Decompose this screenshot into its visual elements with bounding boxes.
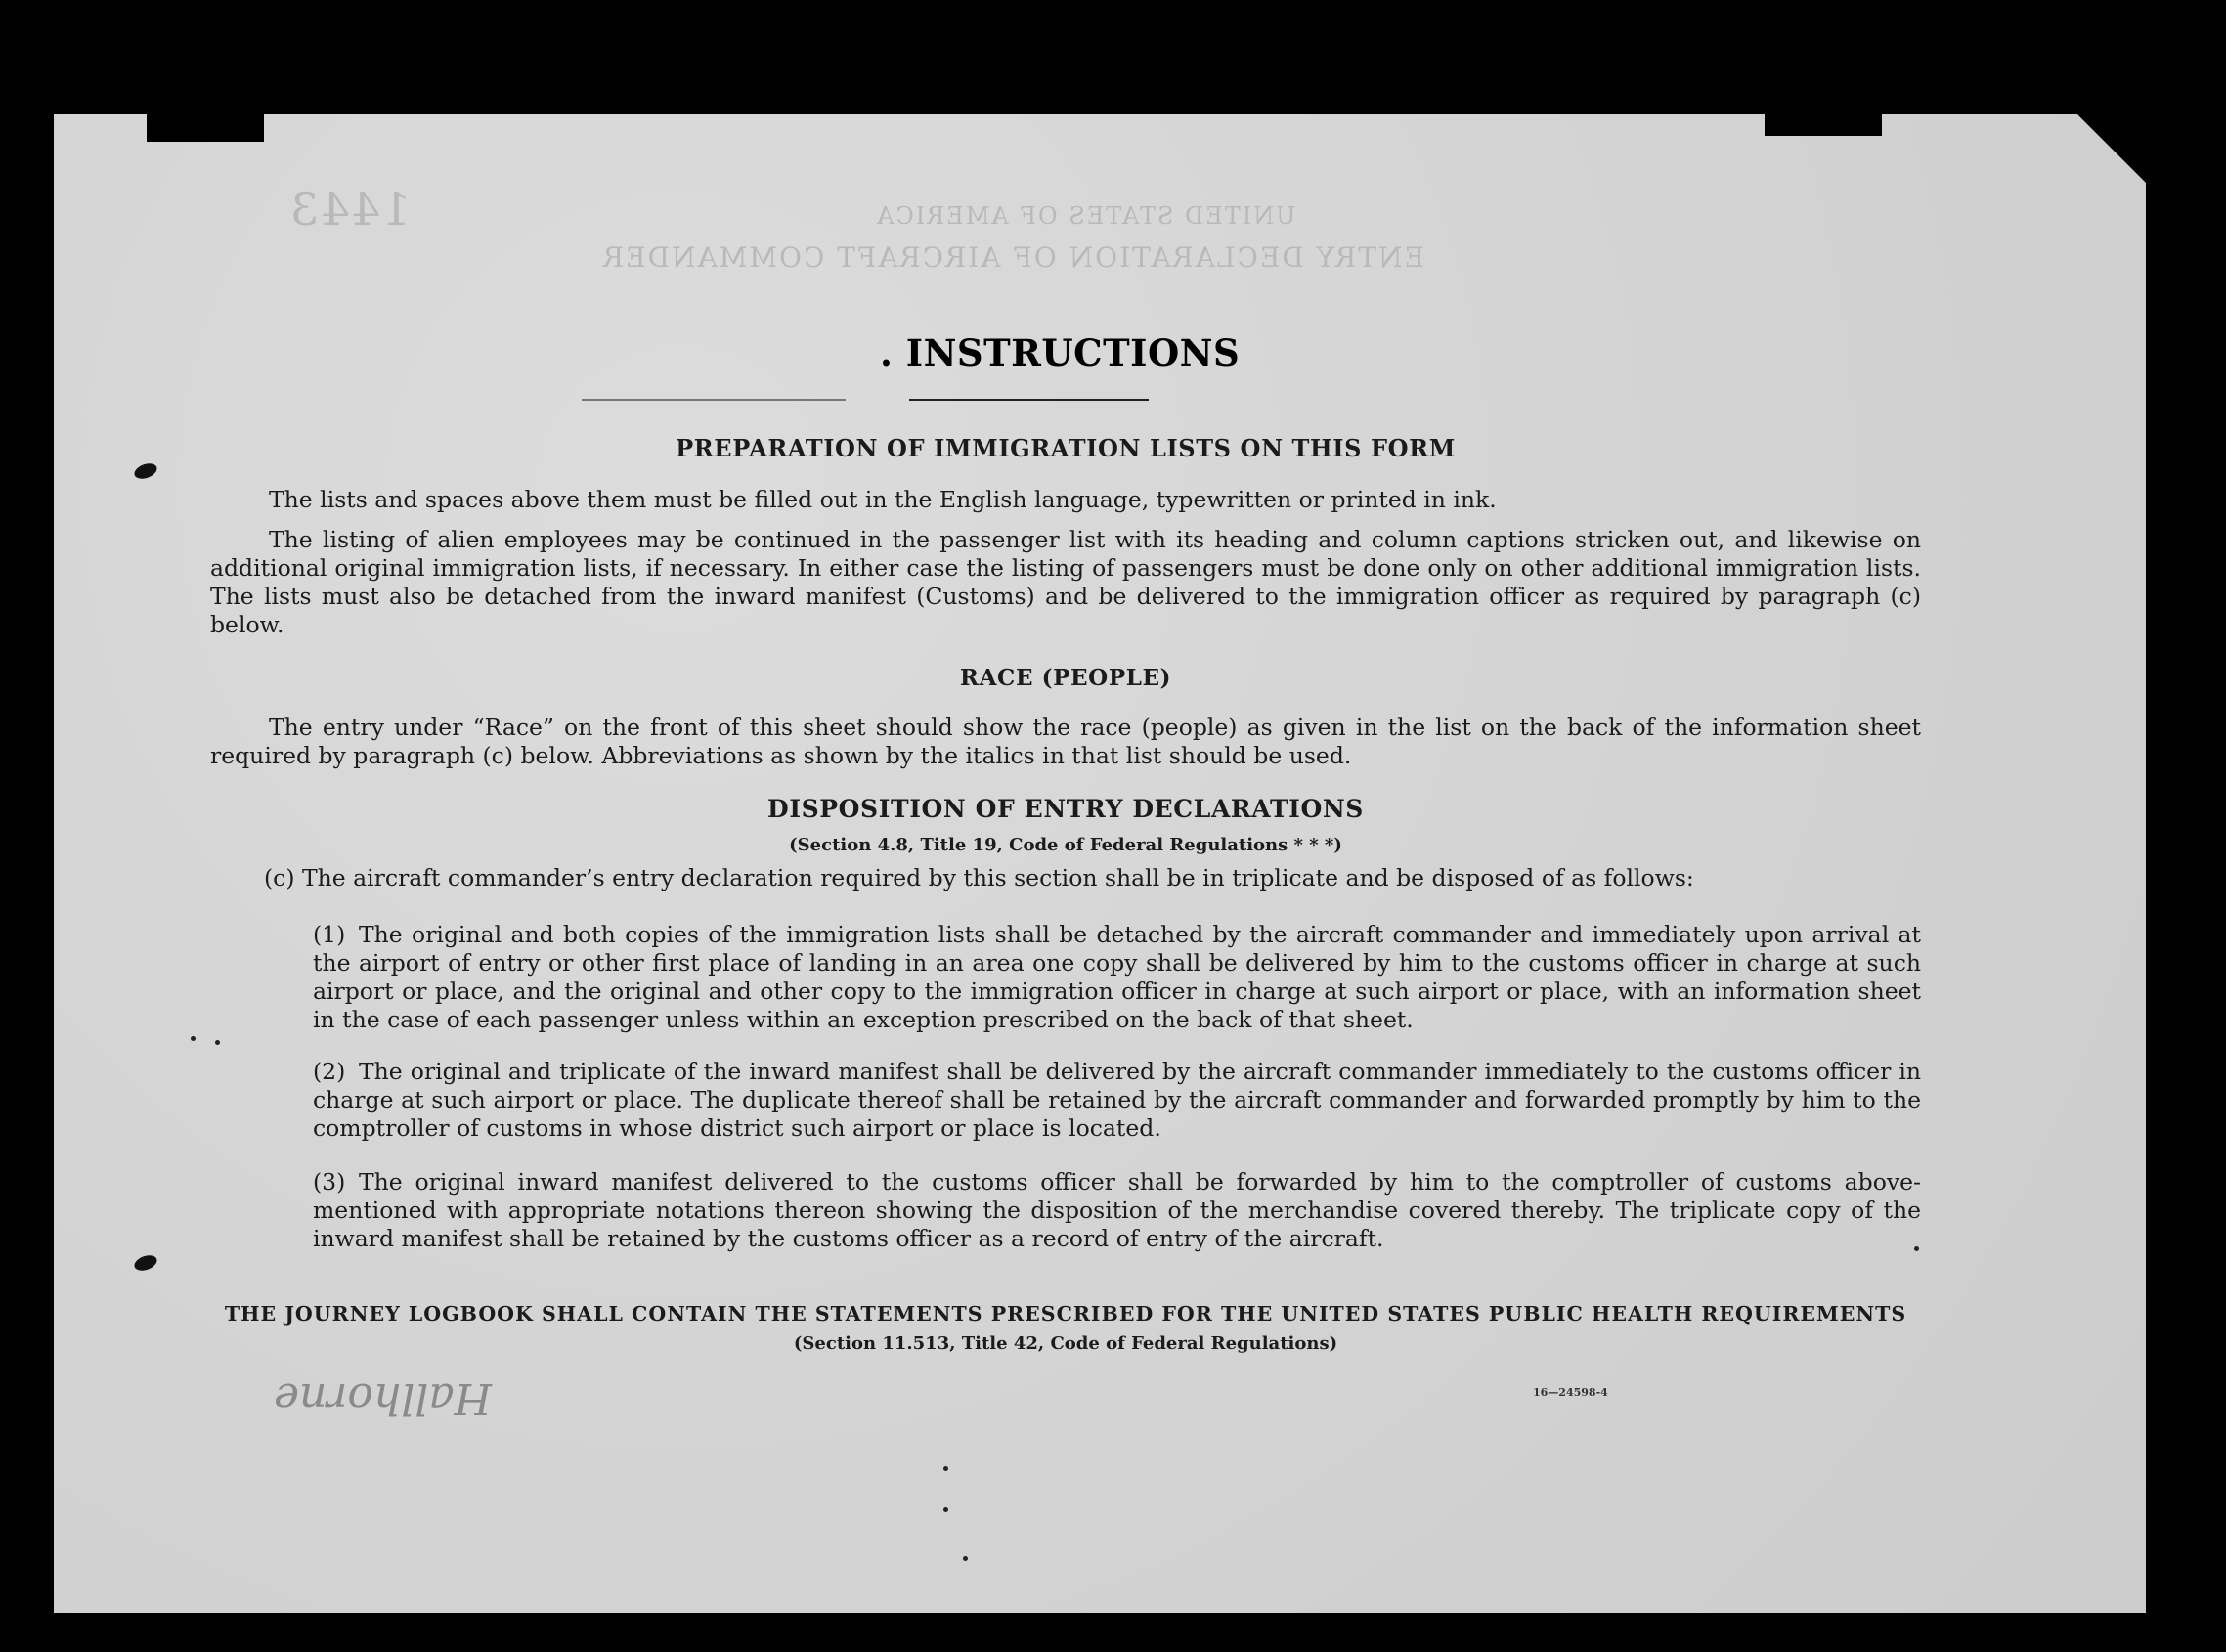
item-1-number: (1) <box>313 921 346 948</box>
disposition-clause-c: (c) The aircraft commander’s entry declaration required by this section shall be in triplicate and be disposed of as follows: <box>264 864 1694 891</box>
top-edge-notch <box>1765 114 1882 136</box>
form-number: 16—24598-4 <box>1533 1386 1608 1399</box>
folded-corner <box>2077 114 2146 183</box>
section-heading-race: RACE (PEOPLE) <box>959 665 1172 691</box>
item-2-body: The original and triplicate of the inward manifest shall be delivered by the aircraft commander immediately to the customs officer in charge at such airport or place. The duplicate thereof shall be retained by the aircraft commander and forwarded promptly by him to the comptroller of customs in whose district such airport or place is located. <box>313 1058 1921 1142</box>
item-3-text <box>313 1168 1921 1253</box>
item-2-number: (2) <box>313 1058 346 1085</box>
preparation-paragraph-2-text: The listing of alien employees may be continued in the passenger list with its heading and column captions stricken out, and likewise on additional original immigration lists, if necessary. In either case the listing of passengers must be done only on other additional immigration lists. The lists must also be detached from the inward manifest (Customs) and be delivered to the immigration officer as required by paragraph (c) below. <box>210 526 1921 638</box>
race-paragraph <box>210 714 1921 770</box>
speck <box>943 1466 948 1471</box>
instructions-body <box>210 430 1921 1408</box>
top-edge-notch <box>147 114 264 142</box>
title-underline <box>909 399 1149 401</box>
preparation-paragraph-2 <box>210 526 1921 639</box>
public-health-citation: (Section 11.513, Title 42, Code of Federal Regulations) <box>793 1333 1338 1354</box>
handwritten-signature: Hallhorne <box>274 1373 492 1423</box>
item-3-number: (3) <box>313 1168 346 1196</box>
ink-mark <box>132 460 158 481</box>
race-paragraph-text: The entry under “Race” on the front of this sheet should show the race (people) as given in the list on the back of the information sheet required by paragraph (c) below. Abbreviations as shown by the italics in that list should be used. <box>210 714 1921 769</box>
speck <box>191 1036 196 1041</box>
dash-mark <box>582 399 846 401</box>
page-title: . INSTRUCTIONS <box>880 331 1241 374</box>
section-heading-disposition: DISPOSITION OF ENTRY DECLARATIONS <box>767 795 1364 823</box>
item-1-text <box>313 921 1921 1034</box>
item-2-text <box>313 1058 1921 1143</box>
bleed-through-text: UNITED STATES OF AMERICA <box>875 202 1296 230</box>
bleed-through-text: 1443 <box>288 183 412 236</box>
bleed-through-text: ENTRY DECLARATION OF AIRCRAFT COMMANDER <box>601 241 1424 274</box>
disposition-citation: (Section 4.8, Title 19, Code of Federal Regulations * * *) <box>789 835 1342 855</box>
public-health-requirement: THE JOURNEY LOGBOOK SHALL CONTAIN THE STATEMENTS PRESCRIBED FOR THE UNITED STATES PUBLIC HEALTH REQUIREMENTS <box>224 1302 1907 1326</box>
speck <box>963 1556 968 1561</box>
preparation-paragraph-1: The lists and spaces above them must be filled out in the English language, typewritten or printed in ink. <box>269 486 1497 513</box>
item-3-body: The original inward manifest delivered to the customs officer shall be forwarded by him to the comptroller of customs above-mentioned with appropriate notations thereon showing the disposition of the merchandise covered thereby. The triplicate copy of the inward manifest shall be retained by the customs officer as a record of entry of the aircraft. <box>313 1168 1921 1252</box>
section-heading-preparation: PREPARATION OF IMMIGRATION LISTS ON THIS FORM <box>676 434 1456 462</box>
speck <box>943 1507 948 1512</box>
item-1-body: The original and both copies of the immigration lists shall be detached by the aircraft commander and immediately upon arrival at the airport of entry or other first place of landing in an area one copy shall be delivered by him to the customs officer in charge at such airport or place, and the original and other copy to the immigration officer in charge at such airport or place, with an information sheet in the case of each passenger unless within an exception prescribed on the back of that sheet. <box>313 921 1921 1033</box>
ink-mark <box>132 1252 158 1273</box>
